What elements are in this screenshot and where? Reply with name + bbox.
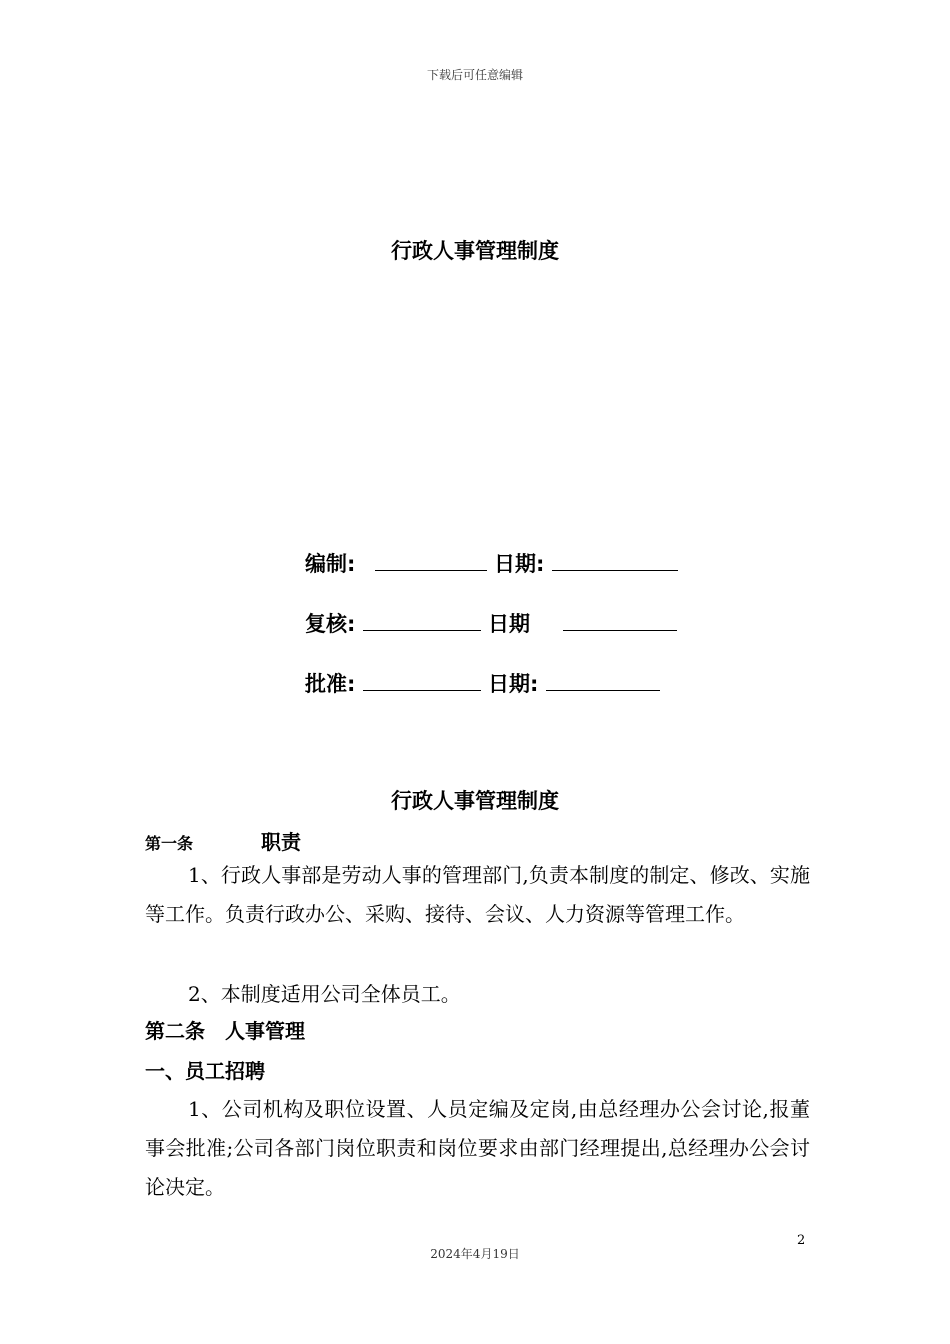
paragraph-scope: 2、本制度适用公司全体员工。 — [188, 982, 461, 1006]
page-header: 下载后可任意编辑 — [426, 68, 523, 82]
compile-blank — [375, 548, 487, 571]
page-number: 2 — [797, 1233, 806, 1248]
document-title: 行政人事管理制度 — [391, 789, 559, 813]
article-1-title: 职责 — [261, 830, 302, 854]
review-blank — [363, 608, 481, 631]
page-footer-date: 2024年4月19日 — [430, 1247, 520, 1261]
paragraph-duties: 1、行政人事部是劳动人事的管理部门,负责本制度的制定、修改、实施等工作。负责行政办公、采购、接待、会议、人力资源等管理工作。 — [145, 863, 810, 926]
article-1-heading — [145, 826, 301, 855]
approve-date-blank — [546, 668, 660, 691]
compile-date-blank — [552, 548, 678, 571]
signoff-row-approve — [305, 668, 660, 698]
section-recruitment-heading: 一、员工招聘 — [145, 1059, 265, 1083]
review-date-blank — [563, 608, 677, 631]
article-2-heading: 第二条 人事管理 — [145, 1019, 305, 1043]
compile-label: 编制: — [305, 552, 356, 576]
review-date-label: 日期 — [488, 612, 531, 636]
approve-label: 批准: — [305, 672, 356, 696]
signoff-row-compile — [305, 548, 678, 578]
article-1-number: 第一条 — [145, 834, 194, 853]
cover-title: 行政人事管理制度 — [391, 239, 559, 263]
review-label: 复核: — [305, 612, 356, 636]
signoff-row-review — [305, 608, 677, 638]
compile-date-label: 日期: — [494, 552, 545, 576]
paragraph-positions: 1、公司机构及职位设置、人员定编及定岗,由总经理办公会讨论,报董事会批准;公司各部门岗位职责和岗位要求由部门经理提出,总经理办公会讨论决定。 — [145, 1097, 810, 1199]
approve-blank — [363, 668, 481, 691]
approve-date-label: 日期: — [488, 672, 539, 696]
